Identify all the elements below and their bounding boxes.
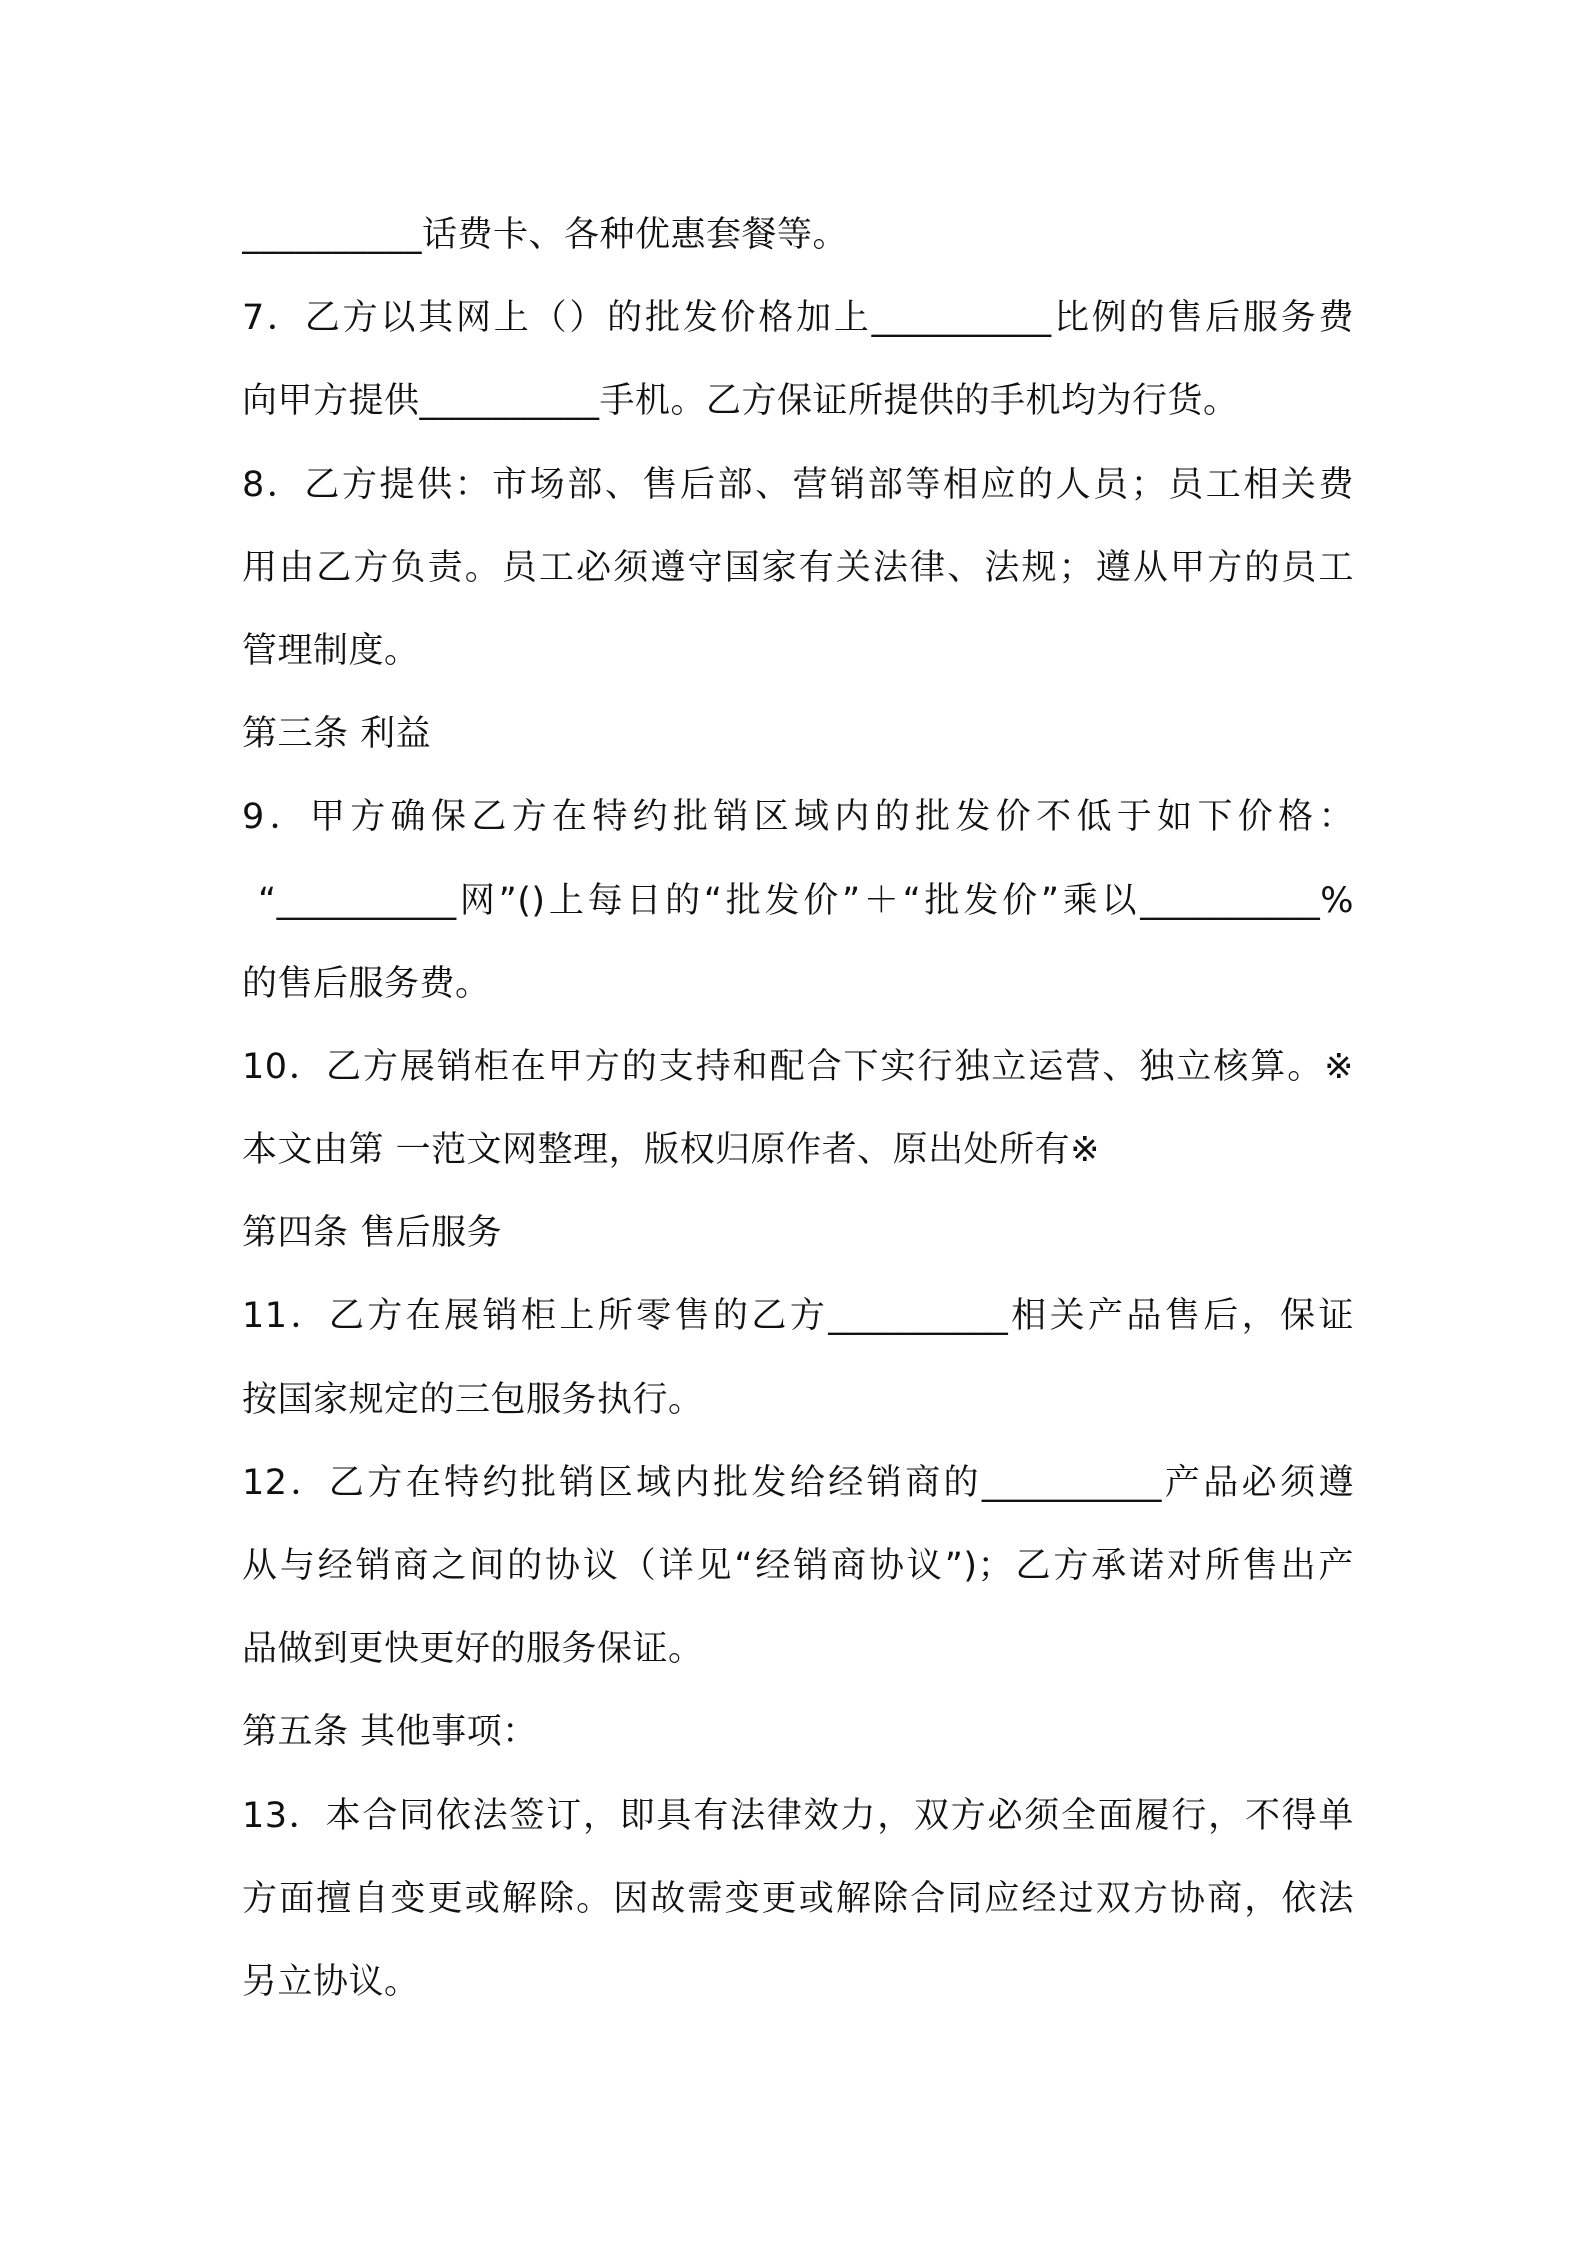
text-line: 另立协议。	[242, 1961, 420, 2002]
text-line: 用由乙方负责。员工必须遵守国家有关法律、法规；遵从甲方的员工	[242, 547, 1354, 588]
clause-7-line: 7．乙方以其网上（）的批发价格加上__________比例的售后服务费	[242, 298, 1354, 339]
text-line: __________话费卡、各种优惠套餐等。	[242, 215, 849, 255]
text-line: 品做到更快更好的服务保证。	[242, 1629, 704, 1670]
section-heading-3: 第三条 利益	[242, 714, 432, 755]
text-line: 本文由第 一范文网整理，版权归原作者、原出处所有※	[242, 1130, 1100, 1171]
text-line: “__________网”()上每日的“批发价”＋“批发价”乘以__________%	[258, 880, 1354, 921]
clause-9-line: 9．甲方确保乙方在特约批销区域内的批发价不低于如下价格：	[242, 797, 1354, 838]
clause-13-line: 13．本合同依法签订，即具有法律效力，双方必须全面履行，不得单	[242, 1795, 1354, 1836]
section-heading-5: 第五条 其他事项：	[242, 1712, 538, 1753]
text-line: 按国家规定的三包服务执行。	[242, 1379, 704, 1420]
text-line: 从与经销商之间的协议（详见“经销商协议”)；乙方承诺对所售出产	[242, 1546, 1354, 1586]
text-line: 向甲方提供__________手机。乙方保证所提供的手机均为行货。	[242, 381, 1239, 422]
clause-11-line: 11．乙方在展销柜上所零售的乙方__________相关产品售后，保证	[242, 1296, 1354, 1337]
text-line: 的售后服务费。	[242, 963, 491, 1004]
clause-12-line: 12．乙方在特约批销区域内批发给经销商的__________产品必须遵	[242, 1462, 1354, 1503]
section-heading-4: 第四条 售后服务	[242, 1213, 503, 1254]
document-body	[242, 194, 1354, 2024]
clause-8-line: 8．乙方提供：市场部、售后部、营销部等相应的人员；员工相关费	[242, 464, 1354, 505]
clause-10-line: 10．乙方展销柜在甲方的支持和配合下实行独立运营、独立核算。※	[242, 1046, 1354, 1087]
text-line: 管理制度。	[242, 630, 420, 671]
text-line: 方面擅自变更或解除。因故需变更或解除合同应经过双方协商，依法	[242, 1878, 1354, 1919]
